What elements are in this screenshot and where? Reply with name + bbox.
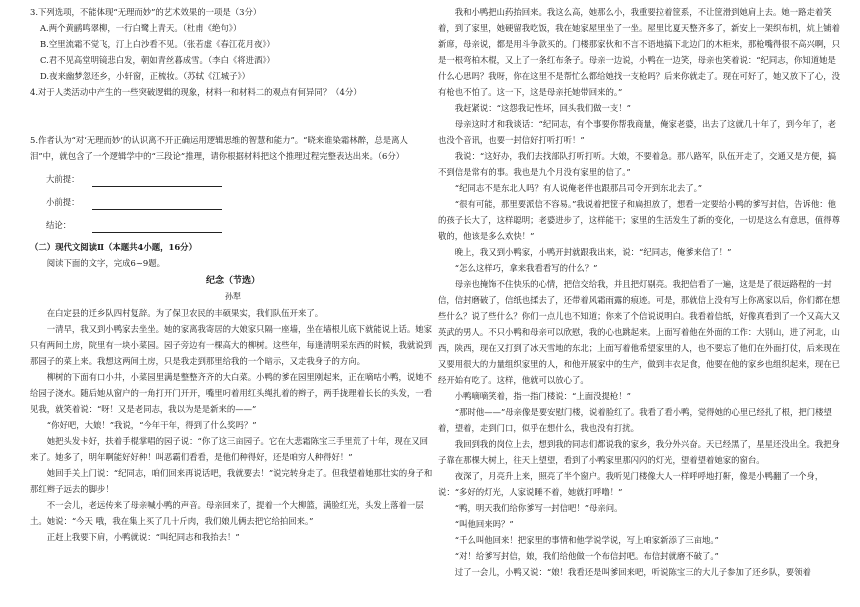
article-paragraph: 柳树的下面有口小井，小菜园里满是整整齐齐的大白菜。小鸭的爹在园里刚起来，正在嘀咕小鸭，说她不给园子浇水。随后她从窗户的一角打开门开开，嘴里叼着用红头绳扎着的辫子，两手拢理着长长的头发，一看见我，就笑着说：“呀！又是老同志，我以为是是新来的——” xyxy=(30,372,433,414)
article-paragraph: “怎么这样巧，拿来我看看写的什么？” xyxy=(454,263,598,273)
right-column xyxy=(438,4,844,580)
question-3-option-d: D.夜来幽梦忽还乡，小轩窗，正梳妆。（苏轼《江城子》） xyxy=(40,71,251,81)
minor-premise-blank xyxy=(30,187,436,210)
article-paragraph: 母亲这时才和我谈话：“纪同志，有个事要你帮我商量，俺家老婆，出去了这就几十年了，到今年了，老也没个音讯，也要一封信好打听打听！” xyxy=(438,119,836,145)
article-paragraph: 一清早，我又到小鸭家去坐坐。她的家离我寄居的大娘家只隔一座墙，坐在墙根儿底下就能说上话。她家只有两间土房，院里有一块小菜园。园子旁边有一棵高大的柳树。这些年，每逢清明采东西的时候，我就说到那园子的菜上来。我想这两间土房，只是我走到那里给我的一个暗示，又走我身子的方向。 xyxy=(30,324,433,366)
article-paragraph: 正赶上我要下肩，小鸭就说：“叫纪同志和我抬去！” xyxy=(46,532,240,542)
left-column xyxy=(30,4,436,545)
question-5: 5.作者认为“对‘无理而妙’的认识离不开正确运用逻辑思维的智慧和能力”。“晓来谁染霜林醉，总是离人泪”中，就包含了一个逻辑学中的“三段论”推理，请你根据材料把这个推理过程完整表达出来。（6分） xyxy=(30,135,408,161)
question-3-option-b: B.空里流霜不觉飞，汀上白沙看不见。（张若虚《春江花月夜》） xyxy=(40,39,275,49)
article-paragraph: 晚上，我又到小鸭家，小鸭开封就跟我出来，说：“纪同志，俺爹来信了！” xyxy=(454,247,732,257)
article-paragraph: “你好吧，大娘！”我说，“今年干年，得到了什么奖吗？” xyxy=(46,420,257,430)
article-author: 孙犁 xyxy=(225,292,241,301)
article-paragraph: 我和小鸭把山药抬回来。我这么高，她那么小，我重要拉着筐系，不让筐滑到她肩上去。她一路走着笑着，到了家里，她硬留我吃饭，我在她家屋里坐了一坐。屋里比夏天整齐多了，新安上一架织布机，炕上铺着新席，母亲说，都是用斗争款买的。门楼那家伙和不言不语地搞下北边门的木柜来，那枪嘴得很不高兴啊，只是一根弯柏木棍，又上了一条红布条子。母亲一边说，小鸭在一边笑，母亲也笑着说：“纪同志，你知道她是什么心思吗？我呀，你在这里不是帮忙么都给她找一支枪吗？后来你就走了。现在可好了，她又放下了心，没有枪也不怕了。这一下，这是母亲托她带回来的。” xyxy=(438,7,840,97)
article-paragraph: “叫他回来吗？” xyxy=(454,519,514,529)
article-paragraph: 我说：“这好办，我们去找部队打听打听。大娘，不要着急。那八路军，队伍开走了，交通又是方便，搞不到信是常有的事。我也是九个月没有家里的信了。” xyxy=(438,151,836,177)
question-4: 4.对于人类活动中产生的一些突破逻辑的现象，材料一和材料二的观点有何异同？（4分） xyxy=(30,87,362,97)
question-3-option-c: C.君不见高堂明镜悲白发，朝如青丝暮成雪。（李白《将进酒》） xyxy=(40,55,275,65)
article-paragraph: 她回手关上门说：“纪同志，咱们回来再说话吧，我就要去！”说完转身走了。但我望着她那壮实的身子和那红辫子远去的脚步！ xyxy=(30,468,433,494)
article-paragraph: 我赶紧说：“这怨我记性坏，回头我们做一支！” xyxy=(454,103,631,113)
article-paragraph: 夜深了，月亮升上来，照亮了半个窗户。我听见门楼像大人一样呼呼地打鼾，像是小鸭翻了一个身，说：“多好的灯光，人家说睡不着，她就打呼噜！” xyxy=(438,471,824,497)
major-premise-label: 大前提： xyxy=(46,174,80,184)
question-3-stem: 3.下列选项，不能体现“无理而妙”的艺术效果的一项是（3分） xyxy=(30,7,262,17)
article-paragraph: “鸭，明天我们给你爹写一封信吧！”母亲问。 xyxy=(454,503,623,513)
minor-premise-label: 小前提： xyxy=(46,197,80,207)
minor-premise-line[interactable] xyxy=(92,200,222,210)
article-paragraph: “很有可能，那里要派信不容易。”我说着把筐子和扁担放了，想看一定要给小鸭的爹写封信，告诉他：他的孩子长大了，这样聪明；老婆进步了，这样能干；家里的生活发生了新的变化，一切是这么有意思，值得尊敬的，他该是多么欢快！” xyxy=(438,199,840,241)
conclusion-blank xyxy=(30,210,436,233)
article-title: 纪念（节选） xyxy=(205,276,260,286)
article-paragraph: 母亲也掩饰不住快乐的心情，把信交给我，并且把灯剔亮。我把信看了一遍，这是是了很远路程的一封信，信封磨破了，信纸也揉去了，还带着风霜雨露的痕迹。可是，那就信上没有写上你离家以后，你们都在想些什么？说了些什么？你们一点儿也不知道；你来了个信说说明白。我看着信纸，好像真看到了一个又高大又英武的男人。不只小鸭和母亲可以欣慰，我的心也跳起来。上面写着他在外面的工作：大别山，进了河北，山西，陕西，现在又打到了冰天雪地的东北；上面写着他希望家里的人，也不要忘了他们在外面打仗，后来现在又要用很大的力量组织家里的人，和他开展家中的生产，做到丰衣足食，他要在他的家乡也组织起来，现在已经开始有吃了。这样，他就可以放心了。 xyxy=(438,279,840,385)
answer-space xyxy=(30,100,436,132)
section-heading: （二）现代文阅读Ⅱ（本题共4小题，16分） xyxy=(30,242,197,252)
article-paragraph: 我回到我的岗位上去，想到我的同志们都说我的家乡，我分外兴奋。天已经黑了，星星还没出全。我把身子靠在那棵大树上，往天上望望，看到了小鸭家里那闪闪的灯光，望着望着她家的窗台。 xyxy=(438,439,841,465)
article-paragraph: “对！给爹写封信，娘，我们给他做一个布信封吧。布信封就磨不破了。” xyxy=(454,551,719,561)
article-paragraph: “千么叫他回来！把家里的事情和他学说学说，写上咱家新添了三亩地。” xyxy=(454,535,719,545)
article-paragraph: “那时他——”母亲像是要安慰门楼，说着脸红了。我看了看小鸭，觉得她的心里已经扎了根，把门楼望着，望着，走到门口，似乎在想什么，我也没有打扰。 xyxy=(438,407,832,433)
article-paragraph: 在白定县的迁乡队四村复辞。为了保卫农民的丰硕果实，我们队伍开来了。 xyxy=(46,308,324,318)
major-premise-line[interactable] xyxy=(92,177,222,187)
article-paragraph: 她把头发卡好，扶着手棍掌唱的园子说：“你了这三亩园子。它在大悲霜陈宝三手里荒了十年，现在又回来了。她多了，明年啊能好好种！叫恶霸们看看，是他们种得好，还是咱穷人种得好！” xyxy=(30,436,428,462)
reading-instruction: 阅读下面的文字，完成6~9题。 xyxy=(46,258,165,268)
conclusion-label: 结论： xyxy=(46,220,72,230)
major-premise-blank xyxy=(30,164,436,187)
article-paragraph: 小鸭嘀嘀笑着，指一指门楼说：“上面没提枪！” xyxy=(454,391,631,401)
article-paragraph: 不一会儿，老远传来了母亲喊小鸭的声音。母亲回来了，提着一个大柳篮，满脸红光，头发上落着一层土。她说：“今天 哦，我在集上买了几十斤肉，我们娘儿俩去把它给拍回来。” xyxy=(30,500,424,526)
conclusion-line[interactable] xyxy=(92,223,222,233)
question-3-option-a: A.两个黄鹂鸣翠柳，一行白鹭上青天。（杜甫《绝句》） xyxy=(40,23,242,33)
article-paragraph: 过了一会儿，小鸭又说：“娘！我看还是叫爹回来吧，听说陈宝三的大儿子参加了还乡队，要领着 xyxy=(454,567,811,577)
article-paragraph: “纪同志不是东北人吗？有人说俺老伴也跟那吕司令开到东北去了。” xyxy=(454,183,703,193)
